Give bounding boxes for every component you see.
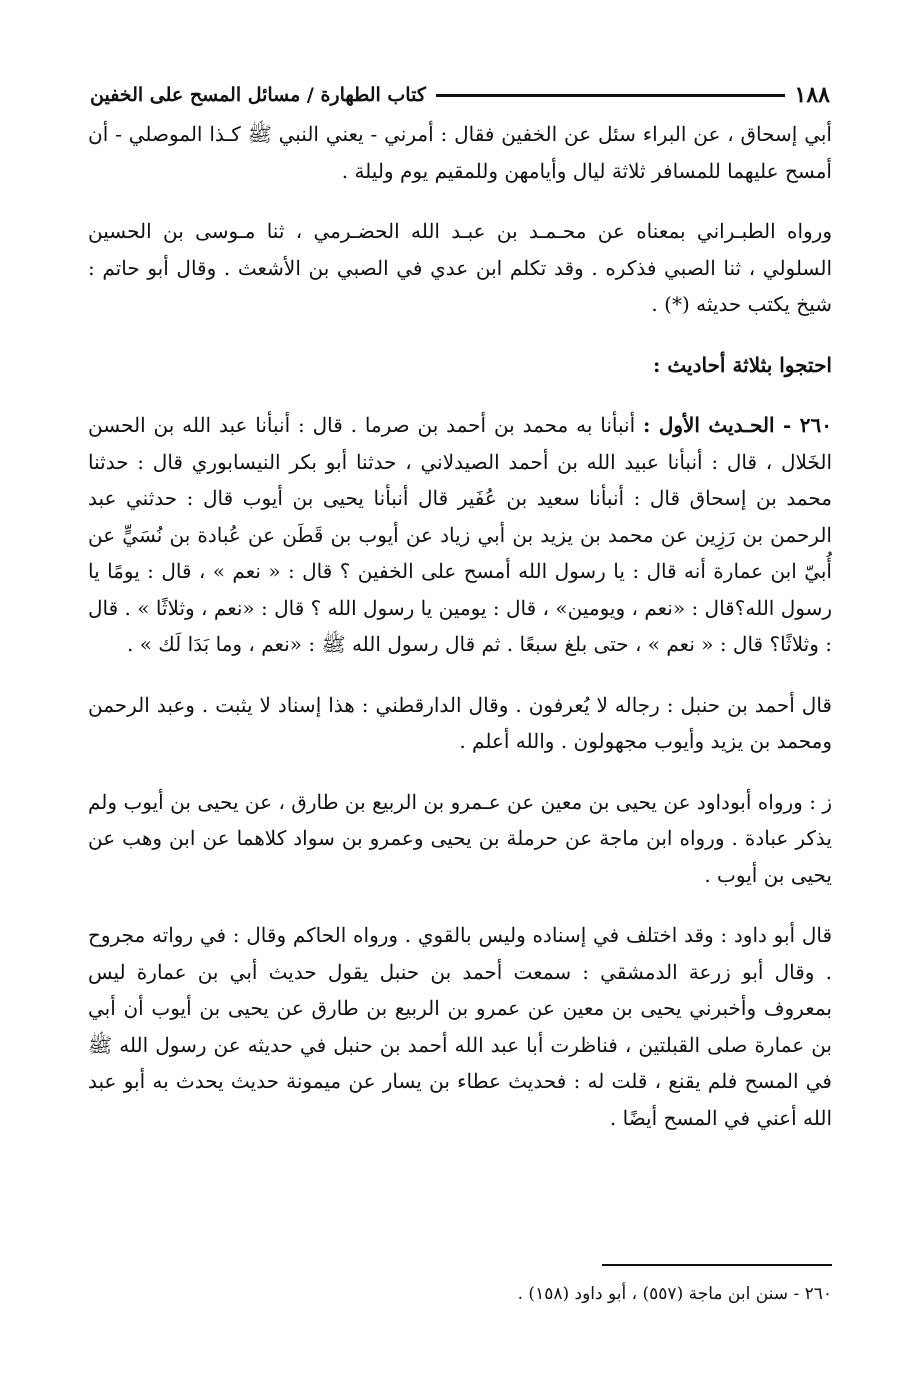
- footnote: ٢٦٠ - سنن ابن ماجة (٥٥٧) ، أبو داود (١٥٨) .: [517, 1284, 832, 1304]
- header-rule: [436, 94, 785, 97]
- hadith-text: أنبأنا به محمد بن أحمد بن صرما . قال : أنبأنا عبد الله بن الحسن الخَلال ، قال : أنبأنا عبيد الله بن أحمد الصيدلاني ، حدثنا أبو بكر النيسابوري قال : حدثنا محمد بن إسحاق قال : أنبأنا سعيد بن عُفَير قال أنبأنا يحيى بن أيوب قال : حدثني عبد الرحمن بن رَزِين عن محمد بن يزيد بن أبي زياد عن أيوب بن قَطَن عن عُبادة بن نُسَيٍّ عن أُبيّ ابن عمارة أنه قال : يا رسول الله أمسح على الخفين ؟ قال : « نعم » ، قال : يومًا يا رسول الله؟قال : «نعم ، ويومين» ، قال : يومين يا رسول الله ؟ قال : «نعم ، وثلاثًا » . قال : وثلاثًا؟ قال : « نعم » ، حتى بلغ سبعًا . ثم قال رسول الله ﷺ : «نعم ، وما بَدَا لَك » .: [88, 413, 832, 656]
- paragraph-5: قال أحمد بن حنبل : رجاله لا يُعرفون . وقال الدارقطني : هذا إسناد لا يثبت . وعبد الرحمن ومحمد بن يزيد وأيوب مجهولون . والله أعلم .: [88, 692, 832, 753]
- section-heading: احتجوا بثلاثة أحاديث :: [653, 352, 832, 377]
- page-header: [90, 78, 830, 112]
- paragraph-6: ز : ورواه أبوداود عن يحيى بن معين عن عـمرو بن الربيع بن طارق ، عن يحيى بن أيوب ولم يذكر عبادة . ورواه ابن ماجة عن حرملة بن يحيى وعمرو بن سواد كلاهما عن ابن وهب عن يحيى بن أيوب .: [88, 789, 832, 887]
- page-number: ١٨٨: [794, 82, 830, 108]
- page-body: [88, 116, 832, 1160]
- footnote-rule: [602, 1264, 832, 1266]
- hadith-number: ٢٦٠ - الحـديث الأول :: [643, 413, 832, 437]
- paragraph-7: قال أبو داود : وقد اختلف في إسناده وليس بالقوي . ورواه الحاكم وقال : في رواته مجروح . وقال أبو زرعة الدمشقي : سمعت أحمد بن حنبل يقول حديث أبي بن عمارة ليس بمعروف وأخبرني يحيى بن معين عن عمرو بن الربيع بن طارق عن يحيى بن أيوب أن أبي بن عمارة صلى القبلتين ، فناظرت أبا عبد الله أحمد بن حنبل في حديثه عن رسول الله ﷺ في المسح فلم يقنع ، قلت له : فحديث عطاء بن يسار عن ميمونة حديث يحدث به أبو عبد الله أعني في المسح أيضًا .: [88, 923, 832, 1130]
- running-title: كتاب الطهارة / مسائل المسح على الخفين: [90, 84, 426, 106]
- hadith-260: [88, 407, 832, 663]
- paragraph-1: أبي إسحاق ، عن البراء سئل عن الخفين فقال : أمرني - يعني النبي ﷺ كـذا الموصلي - أن أمسح عليهما للمسافر ثلاثة ليال وأيامهن وللمقيم يوم وليلة .: [88, 122, 832, 183]
- paragraph-2: ورواه الطبـراني بمعناه عن محـمـد بن عبـد الله الحضـرمي ، ثنا مـوسى بن الحسين السلولي ، ثنا الصبي فذكره . وقد تكلم ابن عدي في الصبي بن الأشعث . وقال أبو حاتم : شيخ يكتب حديثه (*) .: [88, 219, 833, 316]
